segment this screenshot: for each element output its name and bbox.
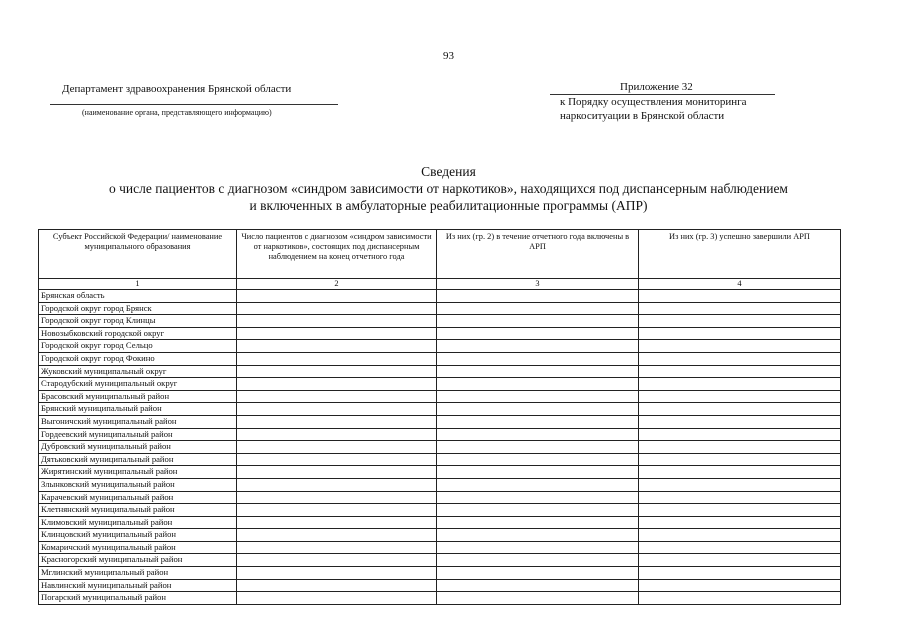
column-header-municipality: Субъект Российской Федерации/ наименование муниципального образования [39, 230, 237, 279]
report-heading [0, 163, 897, 214]
municipality-cell: Комаричский муниципальный район [39, 541, 237, 554]
patients-count-cell[interactable] [237, 567, 437, 580]
patients-count-cell[interactable] [237, 541, 437, 554]
completed-arp-cell[interactable] [639, 466, 841, 479]
table-row [39, 327, 841, 340]
included-in-arp-cell[interactable] [437, 504, 639, 517]
table-row [39, 441, 841, 454]
table-row [39, 378, 841, 391]
patients-count-cell[interactable] [237, 378, 437, 391]
table-row [39, 491, 841, 504]
completed-arp-cell[interactable] [639, 365, 841, 378]
completed-arp-cell[interactable] [639, 567, 841, 580]
municipality-cell: Стародубский муниципальный округ [39, 378, 237, 391]
municipality-cell: Климовский муниципальный район [39, 516, 237, 529]
municipality-cell: Городской округ город Сельцо [39, 340, 237, 353]
included-in-arp-cell[interactable] [437, 441, 639, 454]
table-row [39, 428, 841, 441]
included-in-arp-cell[interactable] [437, 403, 639, 416]
included-in-arp-cell[interactable] [437, 466, 639, 479]
column-number-row [39, 279, 841, 290]
patients-count-cell[interactable] [237, 478, 437, 491]
municipality-cell: Новозыбковский городской округ [39, 327, 237, 340]
organization-caption: (наименование органа, представляющего информацию) [82, 108, 272, 117]
completed-arp-cell[interactable] [639, 403, 841, 416]
municipality-cell: Городской округ город Брянск [39, 302, 237, 315]
patients-count-cell[interactable] [237, 516, 437, 529]
column-number: 4 [639, 279, 841, 290]
completed-arp-cell[interactable] [639, 327, 841, 340]
patients-count-cell[interactable] [237, 579, 437, 592]
municipality-cell: Красногорский муниципальный район [39, 554, 237, 567]
included-in-arp-cell[interactable] [437, 491, 639, 504]
table-row [39, 554, 841, 567]
column-number: 3 [437, 279, 639, 290]
table-row [39, 290, 841, 303]
municipality-cell: Выгоничский муниципальный район [39, 415, 237, 428]
municipality-cell: Мглинский муниципальный район [39, 567, 237, 580]
completed-arp-cell[interactable] [639, 340, 841, 353]
municipality-cell: Погарский муниципальный район [39, 592, 237, 605]
patients-count-cell[interactable] [237, 390, 437, 403]
completed-arp-cell[interactable] [639, 529, 841, 542]
included-in-arp-cell[interactable] [437, 592, 639, 605]
completed-arp-cell[interactable] [639, 302, 841, 315]
completed-arp-cell[interactable] [639, 352, 841, 365]
column-header-completed-arp: Из них (гр. 3) успешно завершили АРП [639, 230, 841, 279]
included-in-arp-cell[interactable] [437, 567, 639, 580]
patients-count-cell[interactable] [237, 352, 437, 365]
patients-count-cell[interactable] [237, 403, 437, 416]
table-row [39, 478, 841, 491]
appendix-title: Приложение 32 [620, 81, 693, 93]
patients-count-cell[interactable] [237, 315, 437, 328]
patients-count-cell[interactable] [237, 441, 437, 454]
patients-count-cell[interactable] [237, 428, 437, 441]
table-row [39, 567, 841, 580]
municipality-cell: Дятьковский муниципальный район [39, 453, 237, 466]
included-in-arp-cell[interactable] [437, 378, 639, 391]
municipality-cell: Клинцовский муниципальный район [39, 529, 237, 542]
appendix-reference-line1: к Порядку осуществления мониторинга [560, 96, 747, 108]
completed-arp-cell[interactable] [639, 390, 841, 403]
included-in-arp-cell[interactable] [437, 302, 639, 315]
municipality-cell: Злынковский муниципальный район [39, 478, 237, 491]
completed-arp-cell[interactable] [639, 428, 841, 441]
included-in-arp-cell[interactable] [437, 478, 639, 491]
patients-count-cell[interactable] [237, 554, 437, 567]
table-row [39, 302, 841, 315]
municipality-cell: Навлинский муниципальный район [39, 579, 237, 592]
completed-arp-cell[interactable] [639, 478, 841, 491]
column-header-included-in-arp: Из них (гр. 2) в течение отчетного года включены в АРП [437, 230, 639, 279]
completed-arp-cell[interactable] [639, 592, 841, 605]
included-in-arp-cell[interactable] [437, 365, 639, 378]
included-in-arp-cell[interactable] [437, 453, 639, 466]
municipality-cell: Карачевский муниципальный район [39, 491, 237, 504]
completed-arp-cell[interactable] [639, 516, 841, 529]
table-row [39, 415, 841, 428]
table-row [39, 579, 841, 592]
included-in-arp-cell[interactable] [437, 340, 639, 353]
table-row [39, 516, 841, 529]
appendix-underline [550, 94, 775, 95]
patients-count-cell[interactable] [237, 302, 437, 315]
completed-arp-cell[interactable] [639, 315, 841, 328]
table-row [39, 315, 841, 328]
report-subtitle-line2: и включенных в амбулаторные реабилитационные программы (АПР) [249, 198, 648, 213]
table-row [39, 541, 841, 554]
report-subtitle-line1: о числе пациентов с диагнозом «синдром зависимости от наркотиков», находящихся под диспансерным наблюдением [109, 181, 788, 196]
completed-arp-cell[interactable] [639, 491, 841, 504]
patients-count-cell[interactable] [237, 504, 437, 517]
patients-count-cell[interactable] [237, 592, 437, 605]
completed-arp-cell[interactable] [639, 541, 841, 554]
included-in-arp-cell[interactable] [437, 315, 639, 328]
report-title: Сведения [421, 164, 476, 179]
report-table [38, 229, 841, 605]
municipality-cell: Брасовский муниципальный район [39, 390, 237, 403]
included-in-arp-cell[interactable] [437, 428, 639, 441]
table-row [39, 453, 841, 466]
table-row [39, 504, 841, 517]
included-in-arp-cell[interactable] [437, 579, 639, 592]
appendix-reference-line2: наркоситуации в Брянской области [560, 110, 725, 122]
column-number: 2 [237, 279, 437, 290]
completed-arp-cell[interactable] [639, 290, 841, 303]
table-row [39, 352, 841, 365]
municipality-cell: Городской округ город Фокино [39, 352, 237, 365]
completed-arp-cell[interactable] [639, 579, 841, 592]
table-row [39, 340, 841, 353]
included-in-arp-cell[interactable] [437, 290, 639, 303]
table-row [39, 365, 841, 378]
organization-name: Департамент здравоохранения Брянской области [62, 83, 292, 95]
completed-arp-cell[interactable] [639, 554, 841, 567]
patients-count-cell[interactable] [237, 529, 437, 542]
municipality-cell: Брянская область [39, 290, 237, 303]
patients-count-cell[interactable] [237, 453, 437, 466]
completed-arp-cell[interactable] [639, 504, 841, 517]
included-in-arp-cell[interactable] [437, 352, 639, 365]
patients-count-cell[interactable] [237, 290, 437, 303]
included-in-arp-cell[interactable] [437, 516, 639, 529]
patients-count-cell[interactable] [237, 415, 437, 428]
table-row [39, 592, 841, 605]
table-header-row [39, 230, 841, 279]
table-row [39, 529, 841, 542]
page-number: 93 [443, 50, 454, 62]
patients-count-cell[interactable] [237, 327, 437, 340]
municipality-cell: Гордеевский муниципальный район [39, 428, 237, 441]
municipality-cell: Клетнянский муниципальный район [39, 504, 237, 517]
column-number: 1 [39, 279, 237, 290]
included-in-arp-cell[interactable] [437, 390, 639, 403]
column-header-patients-count: Число пациентов с диагнозом «синдром зависимости от наркотиков», состоящих под диспансерным наблюдением на конец отчетного года [237, 230, 437, 279]
included-in-arp-cell[interactable] [437, 327, 639, 340]
included-in-arp-cell[interactable] [437, 554, 639, 567]
included-in-arp-cell[interactable] [437, 529, 639, 542]
included-in-arp-cell[interactable] [437, 415, 639, 428]
municipality-cell: Жирятинский муниципальный район [39, 466, 237, 479]
completed-arp-cell[interactable] [639, 453, 841, 466]
municipality-cell: Дубровский муниципальный район [39, 441, 237, 454]
patients-count-cell[interactable] [237, 340, 437, 353]
municipality-cell: Городской округ город Клинцы [39, 315, 237, 328]
completed-arp-cell[interactable] [639, 415, 841, 428]
municipality-cell: Жуковский муниципальный округ [39, 365, 237, 378]
table-row [39, 466, 841, 479]
table-row [39, 390, 841, 403]
table-body [39, 290, 841, 605]
organization-underline [50, 104, 338, 105]
patients-count-cell[interactable] [237, 365, 437, 378]
completed-arp-cell[interactable] [639, 441, 841, 454]
municipality-cell: Брянский муниципальный район [39, 403, 237, 416]
table-row [39, 403, 841, 416]
patients-count-cell[interactable] [237, 466, 437, 479]
included-in-arp-cell[interactable] [437, 541, 639, 554]
patients-count-cell[interactable] [237, 491, 437, 504]
completed-arp-cell[interactable] [639, 378, 841, 391]
